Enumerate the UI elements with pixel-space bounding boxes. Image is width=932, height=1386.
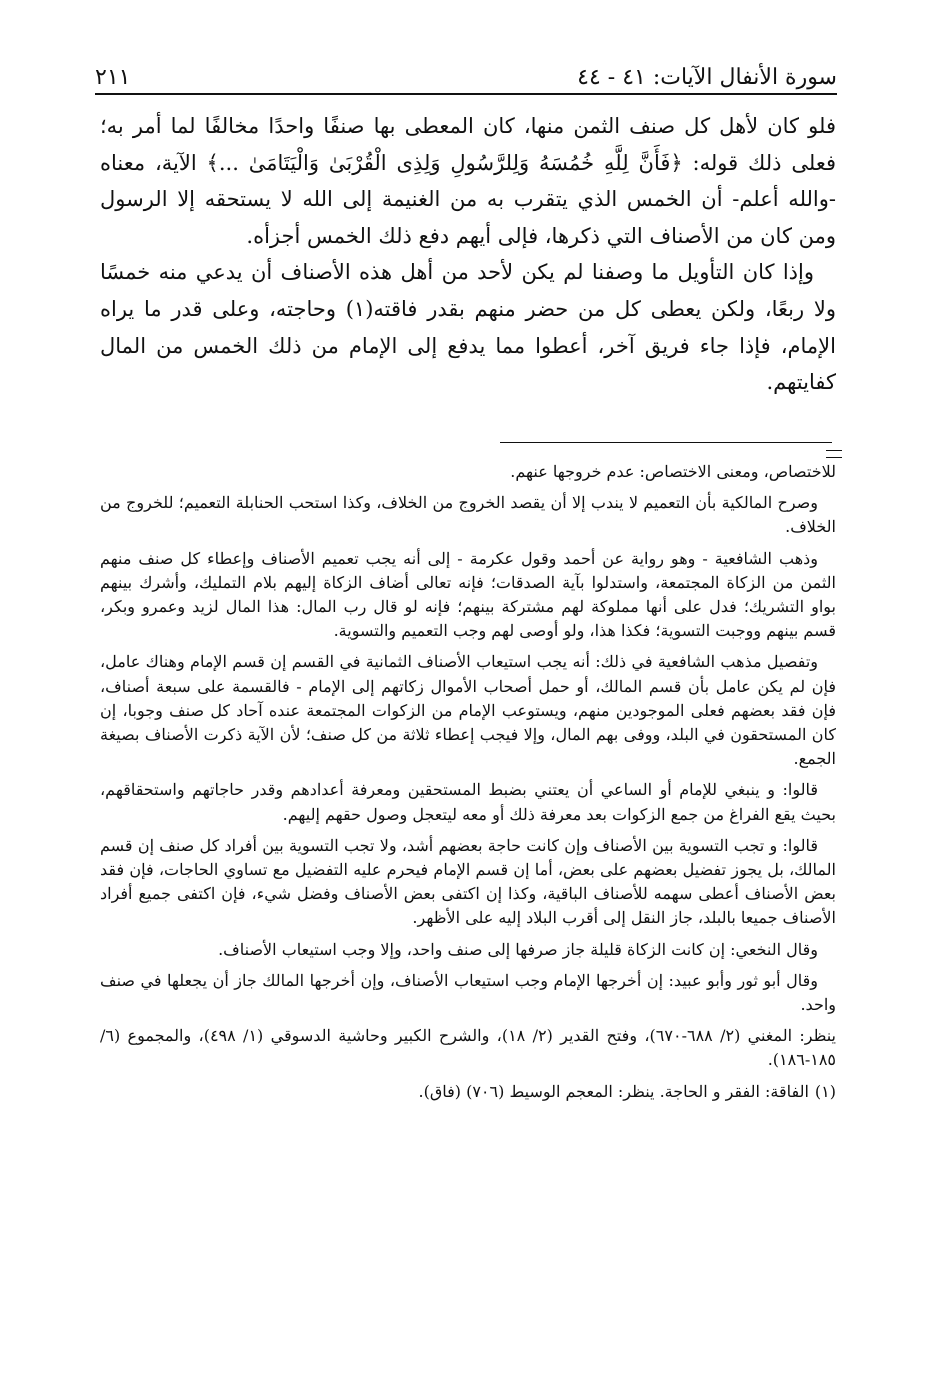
note-paragraph: قالوا: و ينبغي للإمام أو الساعي أن يعتني بضبط المستحقين ومعرفة أعدادهم وقدر حاجاتهم واستحقاقهم، بحيث يقع الفراغ من جمع الزكوات بعد معرفة ذلك أو معه ليتعجل وصول حقهم إليهم. bbox=[100, 780, 836, 824]
footnote-1 bbox=[100, 1080, 836, 1104]
note-paragraph: وتفصيل مذهب الشافعية في ذلك: أنه يجب استيعاب الأصناف الثمانية في القسم إن قسم الإمام وهناك عامل، فإن لم يكن عامل بأن قسم المالك، أو حمل أصحاب الأموال زكاتهم إلى الإمام - فالقسمة على سبعة أصناف، فإن فقد بعضهم فعلى الموجودين منهم، ويستوعب الإمام من الزكوات المجتمعة عنده آحاد كل صنف وجوبا، إن كان المستحقون في البلد، ووفى بهم المال، وإلا فيجب إعطاء ثلاثة من كل صنف؛ لأن الآية ذكرت الأصناف بصيغة الجمع. bbox=[100, 652, 837, 769]
footnote-text: الفاقة: الفقر و الحاجة. ينظر: المعجم الوسيط (٧٠٦) (فاق). bbox=[418, 1081, 809, 1101]
running-header bbox=[95, 52, 837, 90]
note-paragraph: وذهب الشافعية - وهو رواية عن أحمد وقول عكرمة - إلى أنه يجب تعميم الأصناف وإعطاء كل صنف منهم الثمن من الزكاة المجتمعة، واستدلوا بآية الصدقات؛ فإنه تعالى أضاف الزكاة إليهم بلام التمليك، وأشرك بينهم بواو التشريك؛ فدل على أنها مملوكة لهم مشتركة بينهم؛ فإنه لو قال رب المال: هذا المال لزيد وعمرو وبكر، قسم بينهم ووجبت التسوية؛ فكذا هذا، ولو أوصى لهم وجب التعميم والتسوية. bbox=[100, 548, 836, 641]
header-rule bbox=[95, 93, 837, 95]
note-paragraph: قالوا: و تجب التسوية بين الأصناف وإن كانت حاجة بعضهم أشد، ولا تجب التسوية بين أفراد كل صنف إن قسم المالك، بل يجوز تفضيل بعضهم على بعض، أما إن قسم الإمام فيحرم عليه التفضيل مع تساوي الحاجات، فإن فقد بعض الأصناف أعطى سهمه للأصناف الباقية، وكذا إن اكتفى بعض الأصناف وفضل شيء، فإن اكتفى جميع أفراد الأصناف جميعا بالبلد، جاز النقل إلى أقرب البلاد إليه على الأظهر. bbox=[100, 835, 836, 928]
main-paragraph: فلو كان لأهل كل صنف الثمن منها، كان المعطى بها صنفًا واحدًا مخالفًا لما أمر به؛ فعلى ذلك قوله: ﴿فَأَنَّ لِلَّهِ خُمُسَهُ وَلِلرَّسُولِ وَلِذِى الْقُرْبَىٰ وَالْيَتَامَىٰ ...﴾ الآية، معناه -والله أعلم- أن الخمس الذي يتقرب به من الغنيمة إلى الله لا يستحقه إلا الرسول ومن كان من الأصناف التي ذكرها، فإلى أيهم دفع ذلك الخمس أجزأه. bbox=[100, 114, 836, 248]
footnote-marker: (١) bbox=[814, 1081, 836, 1101]
main-text bbox=[100, 108, 836, 401]
note-paragraph: وقال النخعي: إن كانت الزكاة قليلة جاز صرفها إلى صنف واحد، وإلا وجب استيعاب الأصناف. bbox=[218, 939, 818, 959]
page-number: ٢١١ bbox=[95, 65, 131, 90]
note-paragraph: للاختصاص، ومعنى الاختصاص: عدم خروجها عنهم. bbox=[510, 462, 836, 481]
note-paragraph: وصرح المالكية بأن التعميم لا يندب إلا أن يقصد الخروج من الخلاف، وكذا استحب الحنابلة التعميم؛ للخروج من الخلاف. bbox=[100, 493, 836, 537]
main-paragraph: وإذا كان التأويل ما وصفنا لم يكن لأحد من أهل هذه الأصناف أن يدعي منه خمسًا ولا ربعًا، ولكن يعطى كل من حضر منهم بقدر فاقته(١) وحاجته، وعلى قدر ما يراه الإمام، فإذا جاء فريق آخر، أعطوا مما يدفع إلى الإمام من ذلك الخمس من المال كفايتهم. bbox=[100, 260, 836, 395]
note-paragraph: ينظر: المغني (٢/ ٦٨٨-٦٧٠)، وفتح القدير (٢/ ١٨)، والشرح الكبير وحاشية الدسوقي (١/ ٤٩٨)، والمجموع (٦/ ١٨٥-١٨٦). bbox=[100, 1026, 837, 1070]
footnotes-area bbox=[100, 460, 836, 1111]
continuation-mark bbox=[826, 450, 842, 458]
footnote-separator bbox=[500, 442, 832, 443]
note-paragraph: وقال أبو ثور وأبو عبيد: إن أخرجها الإمام وجب استيعاب الأصناف، وإن أخرجها المالك جاز أن يجعلها في صنف واحد. bbox=[100, 970, 836, 1015]
header-title: سورة الأنفال الآيات: ٤١ - ٤٤ bbox=[577, 65, 837, 90]
